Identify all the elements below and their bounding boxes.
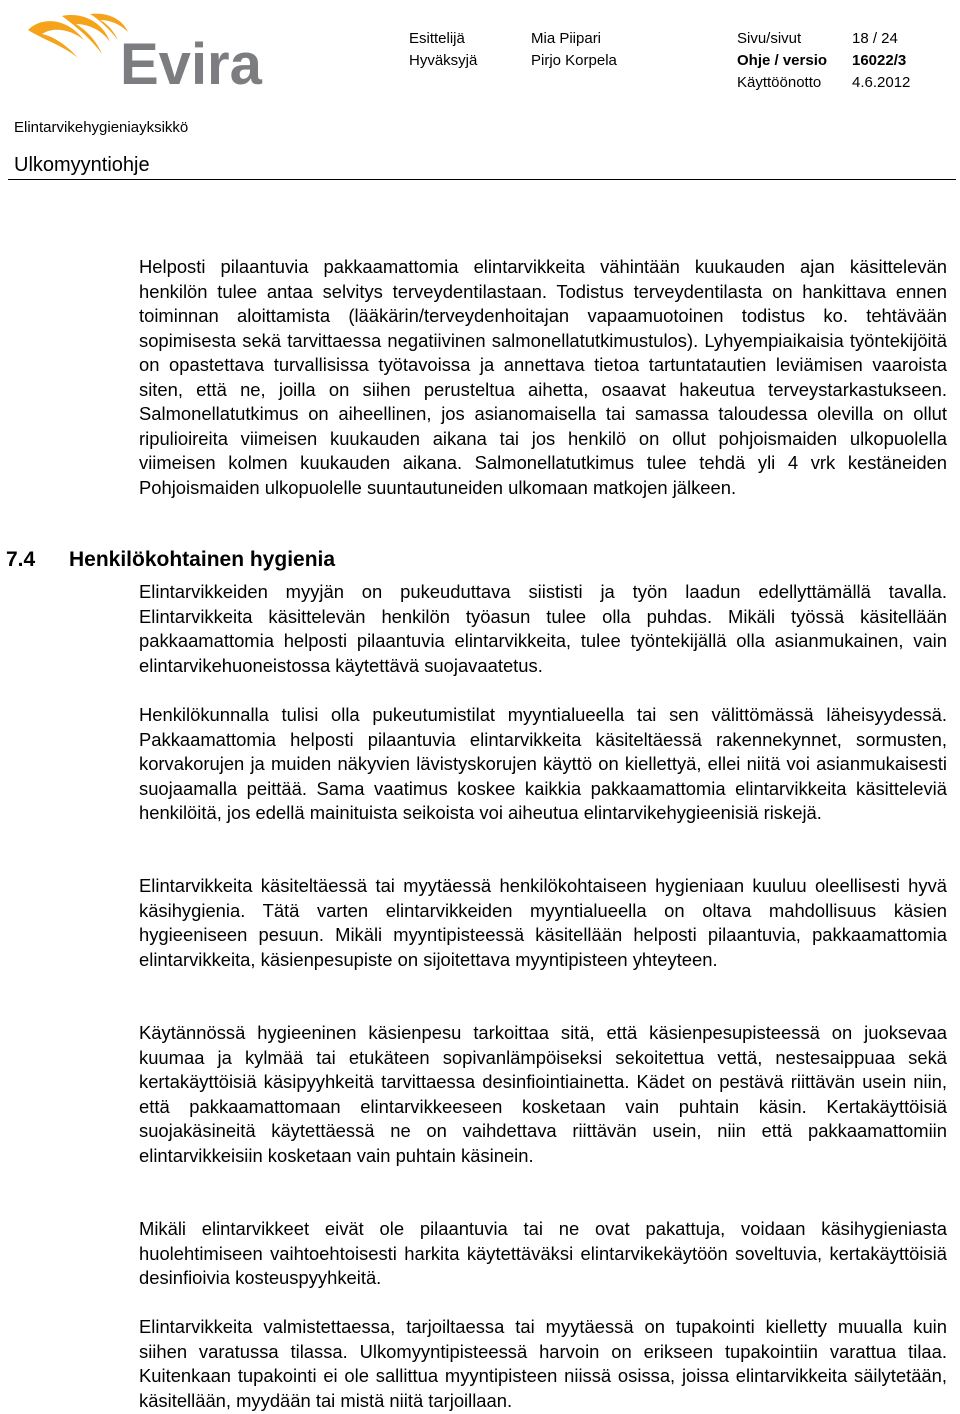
approver-name: Pirjo Korpela — [531, 52, 617, 69]
paragraph: Elintarvikkeita käsiteltäessä tai myytäessä henkilökohtaiseen hygieniaan kuuluu oleellisesti hyvä käsihygienia. Tätä varten elintarvikkeiden myyntialueella on oltava mahdollisuus käsien hygieeniseen pesuun. Mikäli myyntipisteessä käsitellään helposti pilaantuvia, pakkaamattomia elintarvikkeita, käsienpesupiste on sijoitettava myyntipisteen yhteyteen. — [139, 875, 947, 970]
section-paragraph-3 — [139, 874, 947, 972]
paragraph: Käytännössä hygieeninen käsienpesu tarkoittaa sitä, että käsienpesupisteessä on juoksevaa kuumaa ja kylmää tai etukäteen sopivanlämpöiseksi sekoitettua vettä, nestesaippuaa sekä kertakäyttöisiä käsipyyhkeitä tarvittaessa desinfiointiainetta. Kädet on pestävä riittävän usein niin, että pakkaamattomaan elintarvikkeeseen kosketaan vain puhtain käsin. Kertakäyttöisiä suojakäsineitä käytettäessä ne on vaihdettava riittävän usein, niin että pakkaamattomiin elintarvikkeisiin kosketaan vain puhtain käsinein. — [139, 1022, 947, 1166]
presenter-label: Esittelijä — [409, 30, 465, 47]
intro-block — [139, 255, 947, 500]
document-title: Ulkomyyntiohje — [14, 154, 150, 176]
pages-label: Sivu/sivut — [737, 30, 802, 47]
section-paragraph-5 — [139, 1217, 947, 1291]
section-paragraph-1 — [139, 580, 947, 678]
section-number: 7.4 — [6, 548, 36, 571]
deploy-label: Käyttöönotto — [737, 74, 822, 91]
deploy-date: 4.6.2012 — [852, 74, 911, 91]
section-paragraph-6 — [139, 1315, 947, 1413]
evira-logo — [22, 10, 277, 90]
version-value: 16022/3 — [852, 52, 907, 69]
section-title: Henkilökohtainen hygienia — [69, 548, 336, 571]
unit-name: Elintarvikehygieniayksikkö — [14, 119, 189, 136]
section-paragraph-2 — [139, 703, 947, 826]
pages-value: 18 / 24 — [852, 30, 898, 47]
paragraph: Elintarvikkeita valmistettaessa, tarjoiltaessa tai myytäessä on tupakointi kielletty muualla kuin siihen varatussa tilassa. Ulkomyyntipisteessä harvoin on erikseen tupakointiin varattua tilaa. Kuitenkaan tupakointi ei ole sallittua myyntipisteen niissä osissa, joissa elintarvikkeita säilytetään, käsitellään, myydään tai mistä niitä tarjoillaan. — [139, 1316, 947, 1411]
paragraph: Elintarvikkeiden myyjän on pukeuduttava siististi ja työn laadun edellyttämällä tavalla. Elintarvikkeita käsittelevän henkilön työasun tulee olla puhdas. Mikäli työssä käsitellään pakkaamattomia helposti pilaantuvia elintarvikkeita, tulee työntekijällä olla asianmukainen, vain elintarvikehuoneistossa käytettävä suojavaatetus. — [139, 581, 947, 676]
logo-text: Evira — [120, 32, 262, 90]
presenter-name: Mia Piipari — [531, 30, 602, 47]
section-paragraph-4 — [139, 1021, 947, 1168]
evira-swoosh-icon — [28, 14, 128, 58]
approver-label: Hyväksyjä — [409, 52, 478, 69]
version-label: Ohje / versio — [737, 52, 828, 69]
intro-paragraph: Helposti pilaantuvia pakkaamattomia elintarvikkeita vähintään kuukauden ajan käsittelevän henkilön tulee antaa selvitys terveydentilastaan. Todistus terveydentilasta on hankittava ennen toiminnan aloittamista (lääkärin/terveydenhoitajan vapaamuotoinen todistus ko. tehtävään sopimisesta sekä tarvittaessa negatiivinen salmonellatutkimustulos). Lyhyempiaikaisia työntekijöitä on opastettava turvallisissa työtavoissa ja annettava tietoa tartuntatautien leviämisen vaaroista siten, että ne, joilla on siihen perusteltua aihetta, osaavat hakeutua terveystarkastukseen. Salmonellatutkimus on aiheellinen, jos asianomaisella tai samassa taloudessa olevilla on ollut ripulioireita viimeisen kuukauden aikana tai jos henkilö on ollut pohjoismaiden ulkopuolella viimeisen kolmen kuukauden aikana. Salmonellatutkimus tulee tehdä yli 4 vrk kestäneiden Pohjoismaiden ulkopuolelle suuntautuneiden ulkomaan matkojen jälkeen. — [139, 256, 947, 498]
paragraph: Henkilökunnalla tulisi olla pukeutumistilat myyntialueella tai sen välittömässä läheisyydessä. Pakkaamattomia helposti pilaantuvia elintarvikkeita käsiteltäessä rakennekynnet, sormusten, korvakorujen ja muiden näkyvien lävistyskorujen käyttö on kiellettyä, ellei niitä voi asianmukaisesti suojaamalla peittää. Sama vaatimus koskee kaikkia pakkaamattomia elintarvikkeita käsitteleviä henkilöitä, jos edellä mainituista seikoista voi aiheutua elintarvikehygieenisiä riskejä. — [139, 704, 947, 823]
header-divider — [8, 179, 956, 180]
paragraph: Mikäli elintarvikkeet eivät ole pilaantuvia tai ne ovat pakattuja, voidaan käsihygieniasta huolehtimiseen vaihtoehtoisesti harkita käytettäväksi elintarvikekäytöön soveltuvia, kertakäyttöisiä desinfioivia kosteuspyyhkeitä. — [139, 1218, 947, 1288]
